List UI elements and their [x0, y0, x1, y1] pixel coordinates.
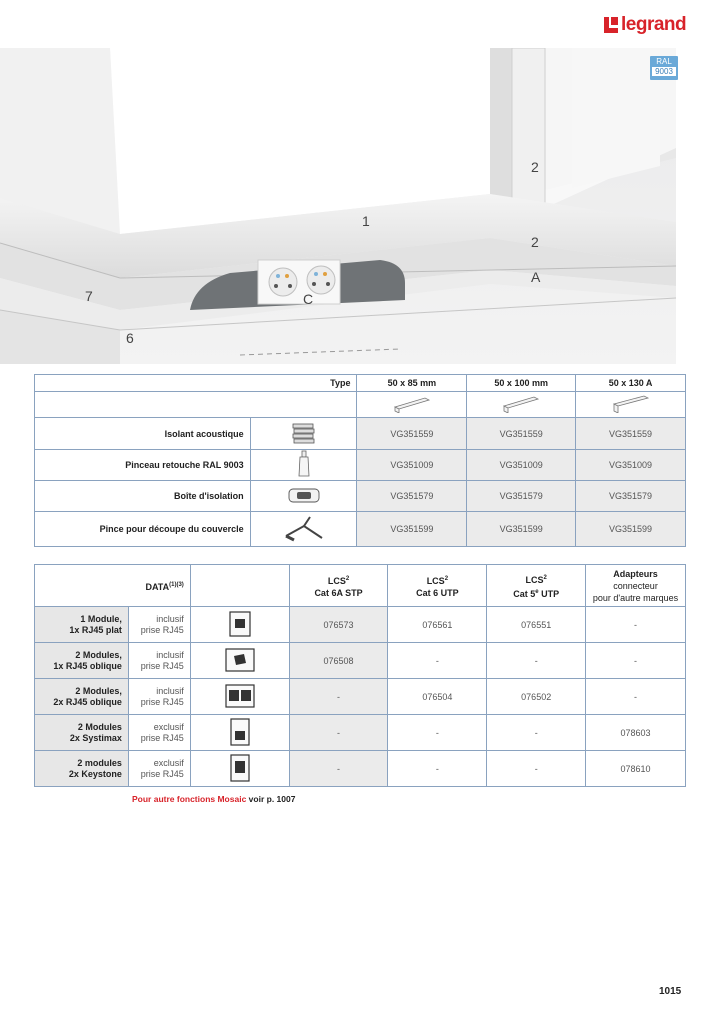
module-desc	[35, 607, 129, 643]
product-photo	[0, 48, 676, 364]
data-row	[35, 679, 686, 715]
data-modules-table	[34, 564, 686, 787]
accessory-label: Boîte d'isolation	[35, 481, 251, 512]
cutting-pliers-icon	[250, 512, 357, 547]
inclusion-mode: exclusif	[153, 721, 184, 732]
callout-6: 6	[126, 330, 134, 346]
accessory-code: VG351009	[357, 450, 467, 481]
size-header-3: 50 x 130 A	[576, 375, 686, 392]
column-lcs-sup: 2	[444, 575, 449, 582]
column-lcs: LCS	[327, 575, 346, 586]
module-type: 1x RJ45 oblique	[53, 660, 122, 671]
column-cat: Cat 5	[513, 588, 536, 599]
inclusion-desc	[128, 607, 190, 643]
article-code: -	[586, 607, 686, 643]
insulation-box-icon	[250, 481, 357, 512]
inclusion-socket: prise RJ45	[140, 696, 184, 707]
article-code: 076561	[388, 607, 487, 643]
data-header-row	[35, 565, 686, 607]
size-header-1: 50 x 85 mm	[357, 375, 467, 392]
inclusion-desc	[128, 715, 190, 751]
double-rj45-module-icon	[190, 679, 289, 715]
inclusion-desc	[128, 643, 190, 679]
column-cat: Cat 6 UTP	[416, 587, 459, 598]
accessory-code: VG351599	[467, 512, 576, 547]
data-row	[35, 715, 686, 751]
column-lcs: LCS	[426, 575, 445, 586]
inclusion-mode: inclusif	[156, 685, 184, 696]
article-code: -	[388, 715, 487, 751]
article-code: 076551	[487, 607, 586, 643]
module-count: 2 Modules,	[75, 685, 122, 696]
column-header-cat5e	[487, 565, 586, 607]
accessory-label: Pinceau retouche RAL 9003	[35, 450, 251, 481]
column-cat-suffix: UTP	[538, 588, 560, 599]
inclusion-socket: prise RJ45	[140, 624, 184, 635]
article-code: 076508	[289, 643, 388, 679]
accessory-code: VG351579	[576, 481, 686, 512]
accessory-code: VG351599	[357, 512, 467, 547]
article-code: 076573	[289, 607, 388, 643]
ral-badge-label: RAL	[656, 57, 672, 66]
column-cat-sup: e	[535, 588, 539, 595]
accessory-code: VG351559	[576, 418, 686, 450]
accessory-code: VG351559	[467, 418, 576, 450]
article-code: 076502	[487, 679, 586, 715]
accessory-row	[35, 512, 686, 547]
inclusion-desc	[128, 679, 190, 715]
article-code: -	[586, 679, 686, 715]
systimax-adapter-icon	[190, 715, 289, 751]
article-code: 078603	[586, 715, 686, 751]
profile-icon-row	[35, 392, 686, 418]
module-count: 2 modules	[77, 757, 122, 768]
legrand-logo-mark-icon	[604, 17, 618, 33]
adapters-title: Adapteurs	[613, 568, 658, 579]
keystone-adapter-icon	[190, 751, 289, 787]
callout-7: 7	[85, 288, 93, 304]
rj45-oblique-module-icon	[190, 643, 289, 679]
article-code: 076504	[388, 679, 487, 715]
accessories-header-row	[35, 375, 686, 392]
accessories-table	[34, 374, 686, 547]
module-desc	[35, 679, 129, 715]
module-count: 1 Module,	[80, 613, 122, 624]
callout-A: A	[531, 269, 541, 285]
article-code: -	[289, 751, 388, 787]
module-type: 2x RJ45 oblique	[53, 696, 122, 707]
module-type: 2x Systimax	[69, 732, 122, 743]
accessory-code: VG351579	[357, 481, 467, 512]
accessory-code: VG351579	[467, 481, 576, 512]
module-desc	[35, 643, 129, 679]
module-type: 1x RJ45 plat	[69, 624, 122, 635]
data-icon-header	[190, 565, 289, 607]
article-code: 078610	[586, 751, 686, 787]
inclusion-mode: inclusif	[156, 613, 184, 624]
accessory-row	[35, 418, 686, 450]
column-lcs-sup: 2	[345, 575, 350, 582]
size-header-2: 50 x 100 mm	[467, 375, 576, 392]
adapters-subtitle-2: pour d'autre marques	[592, 592, 679, 603]
inclusion-mode: exclusif	[153, 757, 184, 768]
acoustic-insulation-icon	[250, 418, 357, 450]
column-lcs: LCS	[525, 574, 544, 585]
column-header-cat6a	[289, 565, 388, 607]
mosaic-reference-text: Pour autre fonctions Mosaic	[132, 794, 247, 804]
module-count: 2 Modules	[77, 721, 122, 732]
article-code: -	[586, 643, 686, 679]
module-type: 2x Keystone	[68, 768, 122, 779]
callout-2-bottom: 2	[531, 234, 539, 250]
data-row	[35, 751, 686, 787]
inclusion-socket: prise RJ45	[140, 732, 184, 743]
article-code: -	[289, 679, 388, 715]
mosaic-reference	[132, 794, 295, 804]
accessory-row	[35, 450, 686, 481]
inclusion-desc	[128, 751, 190, 787]
profile-icon-spacer	[35, 392, 357, 418]
ral-badge	[650, 56, 678, 80]
article-code: -	[388, 643, 487, 679]
article-code: -	[487, 715, 586, 751]
column-header-adapters	[586, 565, 686, 607]
accessory-row	[35, 481, 686, 512]
article-code: -	[487, 751, 586, 787]
inclusion-socket: prise RJ45	[140, 660, 184, 671]
inclusion-mode: inclusif	[156, 649, 184, 660]
callout-1: 1	[362, 213, 370, 229]
callout-2-top: 2	[531, 159, 539, 175]
data-label-cell	[35, 565, 191, 607]
brand-name: legrand	[621, 14, 687, 35]
accessory-code: VG351009	[576, 450, 686, 481]
column-header-cat6	[388, 565, 487, 607]
article-code: -	[388, 751, 487, 787]
accessory-label: Isolant acoustique	[35, 418, 251, 450]
module-desc	[35, 751, 129, 787]
callout-C: C	[303, 291, 314, 307]
inclusion-socket: prise RJ45	[140, 768, 184, 779]
legrand-logo	[604, 14, 686, 36]
page-number: 1015	[659, 986, 682, 997]
column-lcs-sup: 2	[543, 574, 547, 581]
rj45-module-icon	[190, 607, 289, 643]
accessory-label: Pince pour découpe du couvercle	[35, 512, 251, 547]
data-row	[35, 607, 686, 643]
type-label: Type	[35, 375, 357, 392]
article-code: -	[487, 643, 586, 679]
module-count: 2 Modules,	[75, 649, 122, 660]
accessory-code: VG351559	[357, 418, 467, 450]
trunking-profile-100-icon	[467, 392, 576, 418]
module-desc	[35, 715, 129, 751]
data-row	[35, 643, 686, 679]
trunking-profile-85-icon	[357, 392, 467, 418]
data-label: DATA	[145, 581, 170, 592]
article-code: -	[289, 715, 388, 751]
column-cat: Cat 6A STP	[314, 587, 363, 598]
ral-badge-number: 9003	[652, 67, 676, 76]
data-footnote-ref: (1)(3)	[169, 581, 184, 588]
mosaic-reference-link[interactable]: voir p. 1007	[248, 794, 296, 804]
touch-up-brush-icon	[250, 450, 357, 481]
adapters-subtitle: connecteur	[613, 580, 658, 591]
trunking-profile-130-icon	[576, 392, 686, 418]
accessory-code: VG351599	[576, 512, 686, 547]
accessory-code: VG351009	[467, 450, 576, 481]
